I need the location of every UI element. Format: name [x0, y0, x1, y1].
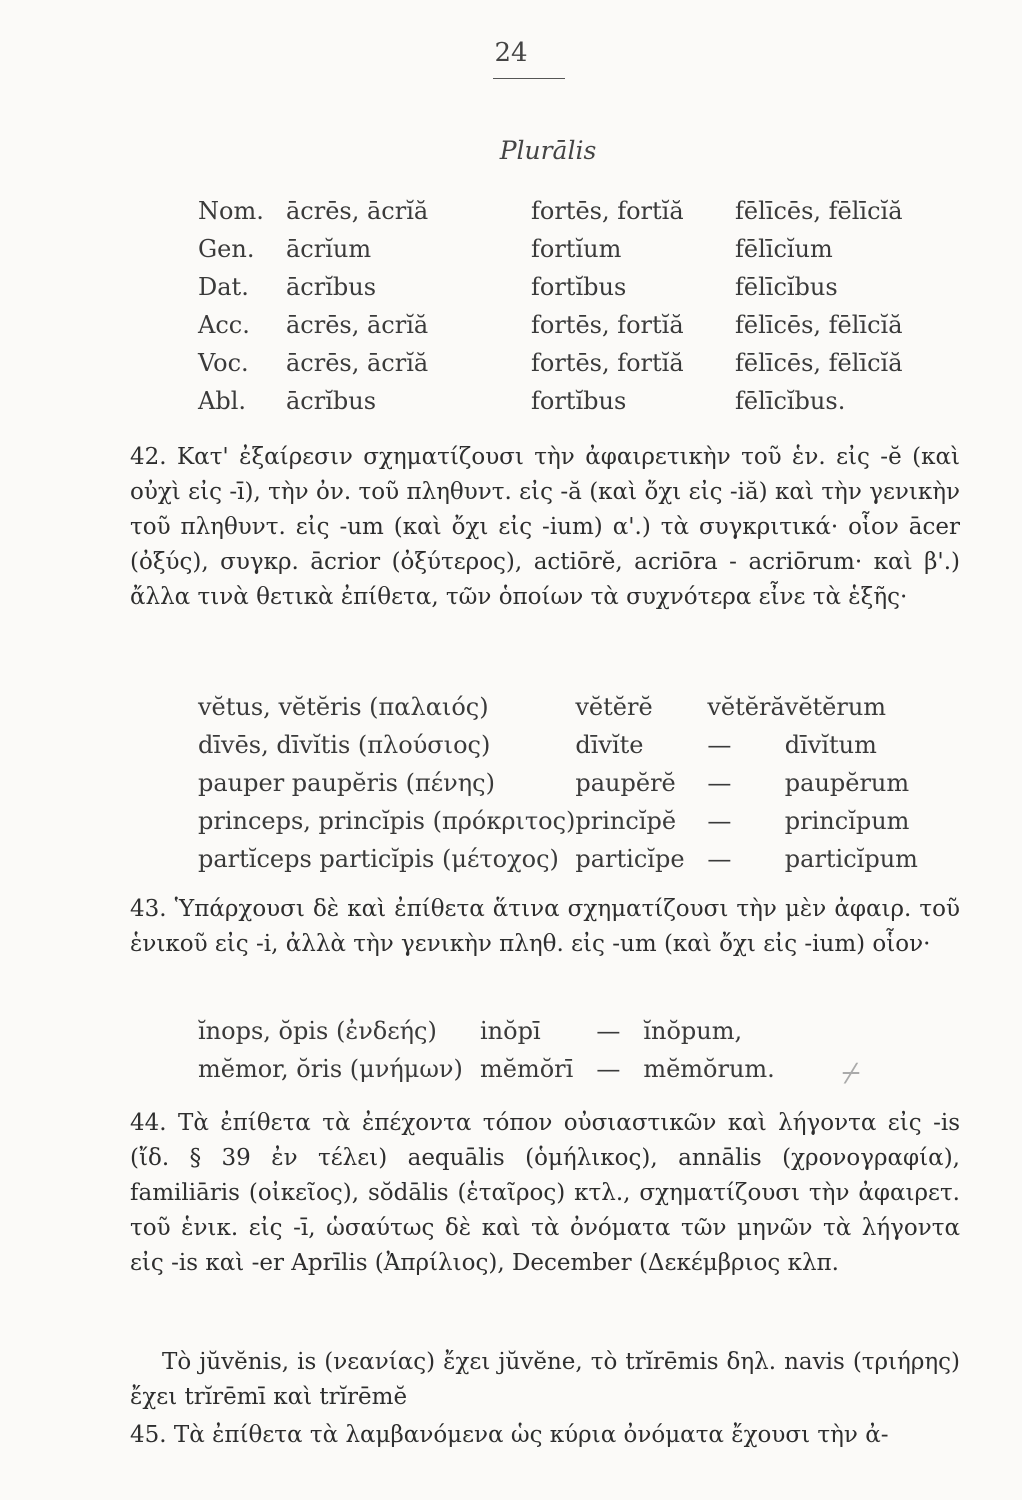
- example-row: [198, 764, 918, 802]
- example-row-cell: vĕtĕrĕ: [575, 693, 653, 721]
- example-row-cell: particĭpe: [575, 845, 685, 873]
- example-row-cell: vĕtus, vĕtĕris (παλαιός): [198, 693, 489, 721]
- declension-row-cell: fēlīcĭbus: [735, 273, 838, 301]
- example-row: [198, 802, 918, 840]
- example-row-cell: princĭpĕ: [575, 807, 677, 835]
- declension-row-cell: Nom.: [198, 197, 264, 225]
- example-row-cell: ĭnops, ŏpis (ἐνδεής): [198, 1017, 437, 1045]
- header-rule: [493, 78, 565, 79]
- examples-43-table: [198, 1012, 775, 1088]
- declension-row-cell: fortĭbus: [531, 387, 627, 415]
- example-row: [198, 1050, 775, 1088]
- example-row-cell: inŏpī: [480, 1017, 541, 1045]
- declension-row-cell: ācrĭbus: [286, 273, 377, 301]
- example-row-cell: dīvĭte: [575, 731, 644, 759]
- pencil-mark: ⌿: [842, 1056, 860, 1091]
- example-row-cell: —: [707, 807, 732, 835]
- page-number: 24: [494, 38, 528, 68]
- declension-row-cell: ācrĭum: [286, 235, 372, 263]
- declension-row-cell: ācrēs, ācrĭă: [286, 311, 429, 339]
- example-row-cell: mĕmor, ŏris (μνήμων): [198, 1055, 463, 1083]
- example-row-cell: particĭpum: [784, 845, 918, 873]
- declension-row-cell: fēlīcēs, fēlīcĭă: [735, 349, 903, 377]
- example-row-cell: princeps, princĭpis (πρόκριτος): [198, 807, 576, 835]
- declension-row-cell: Dat.: [198, 273, 249, 301]
- example-row-cell: —: [596, 1055, 621, 1083]
- example-row-cell: —: [707, 769, 732, 797]
- declension-row-cell: Abl.: [198, 387, 246, 415]
- declension-row: [198, 306, 903, 344]
- example-row: [198, 726, 918, 764]
- section-title: Plurālis: [499, 136, 597, 165]
- example-row-cell: dīvĭtum: [784, 731, 877, 759]
- declension-row: [198, 382, 903, 420]
- declension-row: [198, 344, 903, 382]
- paragraph-44-note: Τὸ jŭvĕnis, is (νεανίας) ἔχει jŭvĕne, τὸ trĭrēmis δηλ. navis (τριήρης) ἔχει trĭrēmī καὶ trĭrēmĕ: [130, 1349, 960, 1410]
- example-row-cell: paupĕrĕ: [575, 769, 676, 797]
- declension-row-cell: fēlīcēs, fēlīcĭă: [735, 311, 903, 339]
- declension-row-cell: fortĭbus: [531, 273, 627, 301]
- declension-row-cell: fortēs, fortĭă: [531, 197, 684, 225]
- example-row-cell: —: [707, 731, 732, 759]
- example-row-cell: ĭnŏpum,: [643, 1017, 743, 1045]
- paragraph-43: 43. Ὑπάρχουσι δὲ καὶ ἐπίθετα ἅτινα σχηματίζουσι τὴν μὲν ἀφαιρ. τοῦ ἑνικοῦ εἰς -i, ἀλλὰ τὴν γενικὴν πληθ. εἰς -um (καὶ ὄχι εἰς -ium) οἷον·: [130, 896, 960, 957]
- declension-row-cell: fortĭum: [531, 235, 622, 263]
- example-row: [198, 1012, 775, 1050]
- declension-row-cell: fortēs, fortĭă: [531, 349, 684, 377]
- example-row-cell: partĭceps particĭpis (μέτοχος): [198, 845, 559, 873]
- declension-row: [198, 230, 903, 268]
- example-row: [198, 840, 918, 878]
- example-row-cell: paupĕrum: [784, 769, 910, 797]
- example-row-cell: mĕmŏrum.: [643, 1055, 775, 1083]
- example-row-cell: mĕmŏrī: [480, 1055, 574, 1083]
- declension-row-cell: fēlīcēs, fēlīcĭă: [735, 197, 903, 225]
- declension-row-cell: ācrēs, ācrĭă: [286, 349, 429, 377]
- example-row: [198, 688, 918, 726]
- declension-row-cell: ācrēs, ācrĭă: [286, 197, 429, 225]
- declension-row-cell: ācrĭbus: [286, 387, 377, 415]
- example-row-cell: vĕtĕră: [707, 693, 785, 721]
- declension-row: [198, 268, 903, 306]
- declension-row: [198, 192, 903, 230]
- declension-row-cell: Voc.: [198, 349, 249, 377]
- declension-row-cell: Acc.: [198, 311, 250, 339]
- example-row-cell: pauper paupĕris (πένης): [198, 769, 495, 797]
- paragraph-45: 45. Τὰ ἐπίθετα τὰ λαμβανόμενα ὡς κύρια ὀνόματα ἔχουσι τὴν ἀ-: [130, 1422, 889, 1448]
- paragraph-44: 44. Τὰ ἐπίθετα τὰ ἐπέχοντα τόπον οὐσιαστικῶν καὶ λήγοντα εἰς -is (ἴδ. § 39 ἐν τέλει) aequālis (ὁμήλικος), annālis (χρονογραφία), familiāris (οἰκεῖος), sŏdālis (ἑταῖρος) κτλ., σχηματίζουσι τὴν ἀφαιρετ. τοῦ ἑνικ. εἰς -ī, ὡσαύτως δὲ καὶ τὰ ὀνόματα τῶν μηνῶν τὰ λήγοντα εἰς -is καὶ -er Aprīlis (Ἀπρίλιος), December (Δεκέμβριος κλπ.: [130, 1110, 960, 1276]
- example-row-cell: —: [707, 845, 732, 873]
- examples-42-table: [198, 688, 918, 878]
- paragraph-42: 42. Κατ' ἐξαίρεσιν σχηματίζουσι τὴν ἀφαιρετικὴν τοῦ ἑν. εἰς -ĕ (καὶ οὐχὶ εἰς -ī), τὴν ὀν. τοῦ πληθυντ. εἰς -ă (καὶ ὄχι εἰς -iă) καὶ τὴν γενικὴν τοῦ πληθυντ. εἰς -um (καὶ ὄχι εἰς -ium) α'.) τὰ συγκριτικά· οἷον ācer (ὀξύς), συγκρ. ācrior (ὀξύτερος), actiōrĕ, acriōra - acriōrum· καὶ β'.) ἄλλα τινὰ θετικὰ ἐπίθετα, τῶν ὁποίων τὰ συχνότερα εἶνε τὰ ἑξῆς·: [130, 444, 960, 610]
- example-row-cell: princĭpum: [784, 807, 910, 835]
- declension-row-cell: Gen.: [198, 235, 255, 263]
- declension-row-cell: fēlīcĭum: [735, 235, 833, 263]
- declension-row-cell: fortēs, fortĭă: [531, 311, 684, 339]
- declension-table: [198, 192, 903, 420]
- declension-row-cell: fēlīcĭbus.: [735, 387, 846, 415]
- example-row-cell: vĕtĕrum: [784, 693, 887, 721]
- example-row-cell: —: [596, 1017, 621, 1045]
- example-row-cell: dīvēs, dīvĭtis (πλούσιος): [198, 731, 491, 759]
